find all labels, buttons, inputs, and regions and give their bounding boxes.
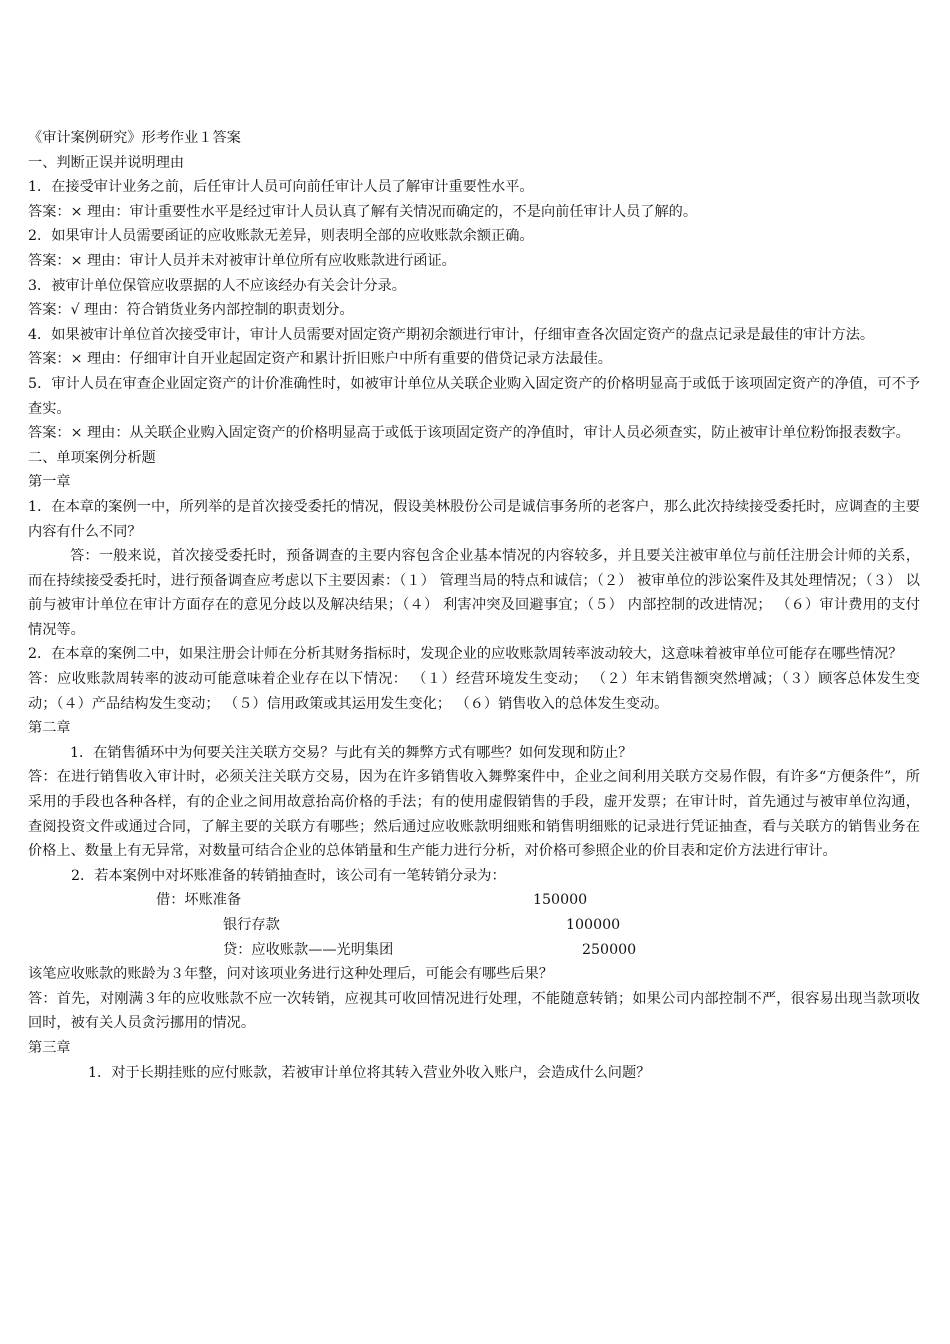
entry-account: 借：坏账准备 [156,892,242,909]
document-page [28,126,920,1085]
chapter-2-question-2-followup: 该笔应收账款的账龄为３年整，问对该项业务进行这种处理后，可能会有哪些后果？ [28,966,553,983]
entry-amount: 250000 [582,941,637,958]
chapter-2-question-1: 1．在销售循环中为何要关注关联方交易？与此有关的舞弊方式有哪些？如何发现和防止？ [70,744,633,761]
question-4: 4．如果被审计单位首次接受审计，审计人员需要对固定资产期初余额进行审计，仔细审查各次固定资产的盘点记录是最佳的审计方法。 [28,326,875,343]
chapter-2-answer-2: 答：首先，对刚满３年的应收账款不应一次转销，应视其可收回情况进行处理，不能随意转销；如果公司内部控制不严，很容易出现当款项收回时，被有关人员贪污挪用的情况。 [28,990,920,1032]
answer-4: 答案：× 理由：仔细审计自开业起固定资产和累计折旧账户中所有重要的借贷记录方法最佳。 [28,351,612,368]
doc-title: 《审计案例研究》形考作业１答案 [28,130,241,146]
question-2: 2．如果审计人员需要函证的应收账款无差异，则表明全部的应收账款余额正确。 [28,228,534,245]
section-heading-1: 一、判断正误并说明理由 [28,154,185,171]
chapter-2-answer-1: 答：在进行销售收入审计时，必须关注关联方交易，因为在许多销售收入舞弊案件中，企业之间利用关联方交易作假，有许多“方便条件”，所采用的手段也各种各样，有的企业之间用故意抬高价格的手法；有的使用虚假销售的手段，虚开发票；在审计时，首先通过与被审单位沟通，查阅投资文件或通过合同，了解主要的关联方有哪些；然后通过应收账款明细账和销售明细账的记录进行凭证抽查，看与关联方的销售业务在价格上、数量上有无异常，对数量可结合企业的总体销量和生产能力进行分析，对价格可参照企业的价目表和定价方法进行审计。 [28,769,920,860]
entry-amount: 150000 [533,892,588,909]
question-3: 3．被审计单位保管应收票据的人不应该经办有关会计分录。 [28,277,406,294]
chapter-3-heading: 第三章 [28,1039,71,1056]
chapter-1-question-2: 2．在本章的案例二中，如果注册会计师在分析其财务指标时，发现企业的应收账款周转率波动较大，这意味着被审单位可能存在哪些情况？ [28,646,903,663]
journal-entry-row [28,913,920,938]
section-heading-2: 二、单项案例分析题 [28,449,156,466]
chapter-1-question-1: 1．在本章的案例一中，所列举的是首次接受委托的情况，假设美林股份公司是诚信事务所的老客户，那么此次持续接受委托时，应调查的主要内容有什么不同？ [28,498,920,540]
chapter-1-answer-2: 答：应收账款周转率的波动可能意味着企业存在以下情况： （１）经营环境发生变动； （２）年末销售额突然增减；（３）顾客总体发生变动；（４）产品结构发生变动； （５）信用政策或其运用发生变化； （６）销售收入的总体发生变动。 [28,671,920,712]
entry-account: 银行存款 [223,917,280,933]
entry-amount: 100000 [566,917,621,933]
chapter-1-heading: 第一章 [28,474,71,491]
question-5: 5．审计人员在审查企业固定资产的计价准确性时，如被审计单位从关联企业购入固定资产的价格明显高于或低于该项固定资产的净值，可不予查实。 [28,375,920,417]
answer-3: 答案：√ 理由：符合销货业务内部控制的职责划分。 [28,302,354,319]
question-1: 1．在接受审计业务之前，后任审计人员可向前任审计人员了解审计重要性水平。 [28,179,534,196]
chapter-1-answer-1: 答：一般来说，首次接受委托时，预备调查的主要内容包含企业基本情况的内容较多，并且要关注被审单位与前任注册会计师的关系，而在持续接受委托时，进行预备调查应考虑以下主要因素：（１） 管理当局的特点和诚信；（２） 被审单位的涉讼案件及其处理情况；（３） 以前与被审计单位在审计方面存在的意见分歧以及解决结果；（４） 利害冲突及回避事宜；（５） 内部控制的改进情况； （６）审计费用的支付情况等。 [28,548,920,638]
chapter-3-question-1: 1．对于长期挂账的应付账款，若被审计单位将其转入营业外收入账户，会造成什么问题？ [88,1064,651,1081]
journal-entry-row [28,938,920,963]
entry-account: 贷：应收账款——光明集团 [223,941,394,958]
answer-2: 答案：× 理由：审计人员并未对被审计单位所有应收账款进行函证。 [28,252,456,269]
answer-1: 答案：× 理由：审计重要性水平是经过审计人员认真了解有关情况而确定的，不是向前任审计人员了解的。 [28,203,698,220]
journal-entry-row [28,888,920,913]
chapter-2-heading: 第二章 [28,720,71,737]
answer-5: 答案：× 理由：从关联企业购入固定资产的价格明显高于或低于该项固定资产的净值时，审计人员必须查实，防止被审计单位粉饰报表数字。 [28,425,910,442]
chapter-2-question-2: 2．若本案例中对坏账准备的转销抽查时，该公司有一笔转销分录为： [71,867,506,884]
